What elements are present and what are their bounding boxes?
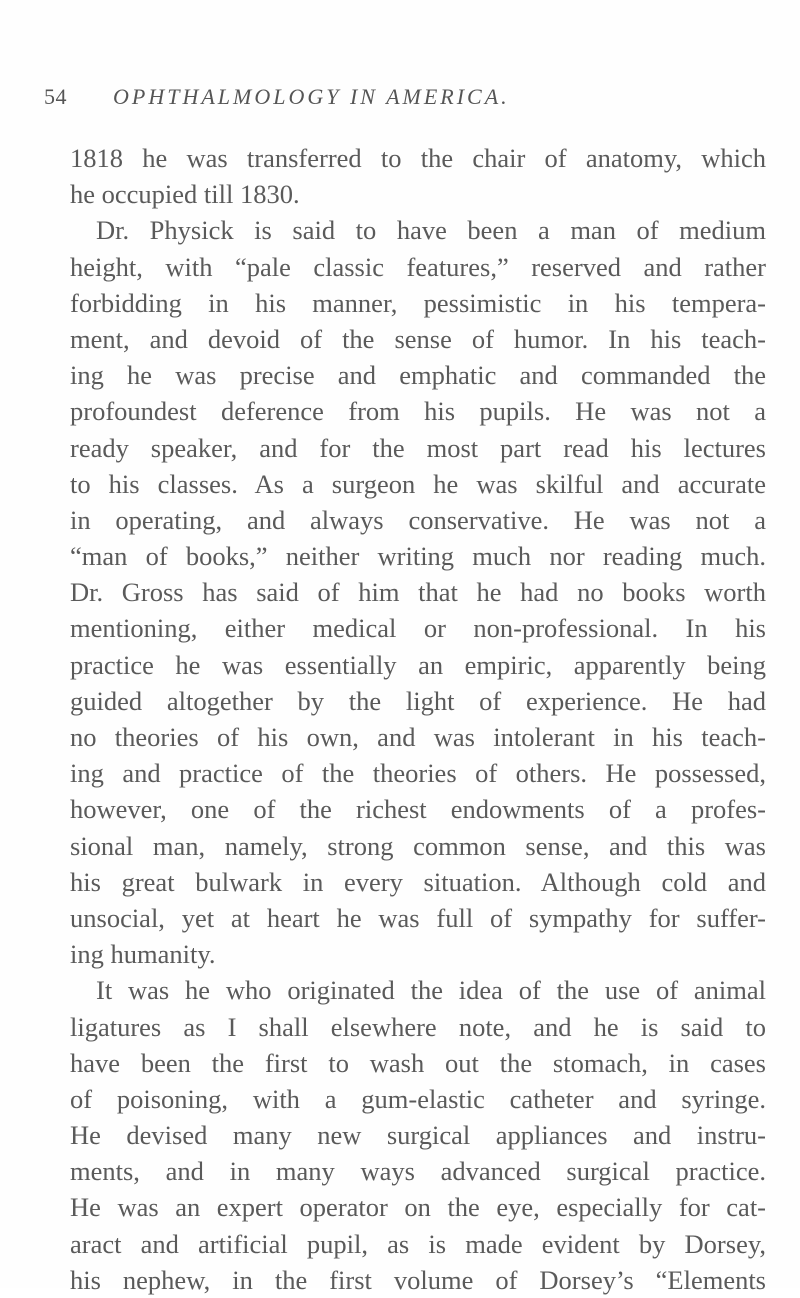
text-line: his nephew, in the first volume of Dorsey’s “Elements <box>70 1264 766 1295</box>
text-line: practice he was essentially an empiric, apparently being <box>70 649 766 680</box>
text-line: no theories of his own, and was intolerant in his teach- <box>70 722 766 752</box>
text-line: Dr. Gross has said of him that he had no books worth <box>70 577 766 608</box>
text-line: mentioning, either medical or non-professional. In his <box>70 613 766 644</box>
text-line: ment, and devoid of the sense of humor. In his teach- <box>70 323 766 354</box>
text-line: profoundest deference from his pupils. He was not a <box>70 396 766 427</box>
paragraph <box>70 972 766 1298</box>
text-line: It was he who originated the idea of the use of animal <box>96 975 766 1006</box>
text-line: “man of books,” neither writing much nor reading much. <box>70 541 766 572</box>
text-line: forbidding in his manner, pessimistic in his tempera- <box>70 287 766 318</box>
text-line: of poisoning, with a gum-elastic catheter and syringe. <box>70 1083 766 1114</box>
text-line: he occupied till 1830. <box>70 179 300 210</box>
text-line: have been the first to wash out the stomach, in cases <box>70 1047 766 1078</box>
paragraph <box>70 140 766 212</box>
page-number: 54 <box>44 84 67 109</box>
text-line: ing and practice of the theories of others. He possessed, <box>70 758 766 789</box>
text-line: ments, and in many ways advanced surgical practice. <box>70 1156 766 1187</box>
text-line: Dr. Physick is said to have been a man of medium <box>96 215 766 246</box>
text-line: aract and artificial pupil, as is made evident by Dorsey, <box>70 1228 766 1259</box>
text-line: guided altogether by the light of experience. He had <box>70 685 766 716</box>
text-line: however, one of the richest endowments of a profes- <box>70 794 766 825</box>
text-line: in operating, and always conservative. He was not a <box>70 504 766 535</box>
text-line: unsocial, yet at heart he was full of sympathy for suffer- <box>70 902 766 933</box>
text-line: to his classes. As a surgeon he was skilful and accurate <box>70 468 766 499</box>
text-line: ligatures as I shall elsewhere note, and he is said to <box>70 1011 766 1042</box>
running-head: OPHTHALMOLOGY IN AMERICA. <box>113 84 510 109</box>
text-line: ing he was precise and emphatic and commanded the <box>70 360 766 391</box>
text-line: He was an expert operator on the eye, especially for cat- <box>70 1192 766 1223</box>
text-line: ing humanity. <box>70 939 216 970</box>
text-line: He devised many new surgical appliances and instru- <box>70 1120 766 1151</box>
text-line: 1818 he was transferred to the chair of anatomy, which <box>70 143 766 173</box>
body-text <box>70 140 766 1298</box>
page-header <box>44 84 764 120</box>
text-line: sional man, namely, strong common sense, and this was <box>70 830 766 861</box>
text-line: his great bulwark in every situation. Although cold and <box>70 866 766 897</box>
text-line: height, with “pale classic features,” reserved and rather <box>70 251 766 282</box>
text-line: ready speaker, and for the most part read his lectures <box>70 432 766 463</box>
paragraph <box>70 212 766 972</box>
